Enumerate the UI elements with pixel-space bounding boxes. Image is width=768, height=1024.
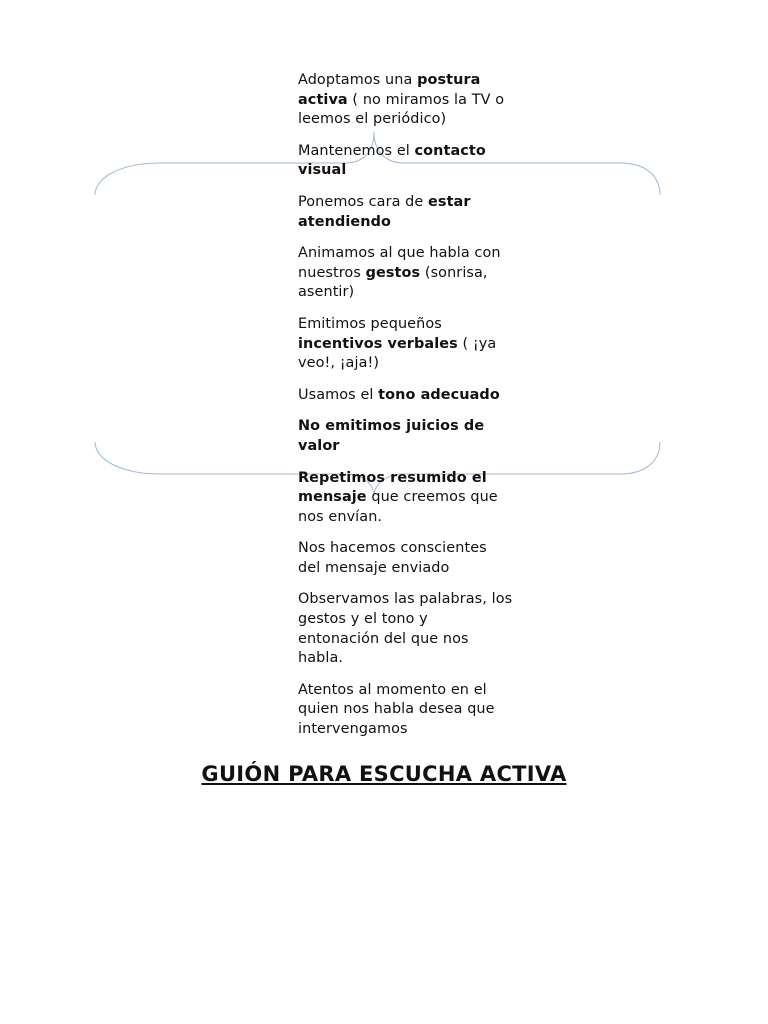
item-text: Usamos el [298, 386, 379, 403]
list-item [298, 244, 513, 303]
item-bold-text: gestos [365, 264, 421, 281]
item-text: que creemos que nos envían. [298, 489, 498, 525]
list-item [298, 71, 513, 130]
list-item [298, 417, 513, 456]
item-text: Emitimos pequeños [298, 315, 442, 332]
item-text: ( no miramos la TV o leemos el periódico) [298, 91, 505, 128]
item-bold-text: contacto visual [298, 142, 486, 179]
item-text: (sonrisa, asentir) [298, 264, 488, 301]
item-text: Mantenemos el [298, 142, 415, 159]
list-item [298, 469, 513, 528]
item-bold-text: tono adecuado [378, 386, 500, 403]
list-item [298, 590, 513, 668]
list-item [298, 142, 513, 181]
item-text: Atentos al momento en el quien nos habla desea que intervengamos [298, 681, 495, 738]
document-title: GUIÓN PARA ESCUCHA ACTIVA [201, 762, 567, 786]
listening-steps-list [298, 71, 513, 752]
item-bold-text: incentivos verbales [298, 335, 458, 352]
item-text: ( ¡ya veo!, ¡aja!) [298, 335, 497, 372]
item-text: Nos hacemos conscientes del mensaje enviado [298, 540, 487, 576]
item-text: Animamos al que habla con nuestros [298, 245, 501, 281]
item-text: Observamos las palabras, los gestos y el tono y entonación del que nos habla. [298, 591, 513, 667]
item-bold-text: estar atendiendo [298, 193, 471, 230]
item-bold-text: postura activa [298, 72, 481, 108]
item-bold-text: No emitimos juicios de valor [298, 418, 485, 454]
item-text: Adoptamos una [298, 72, 418, 88]
item-text: Ponemos cara de [298, 193, 429, 210]
list-item [298, 315, 513, 374]
list-item [298, 681, 513, 740]
list-item [298, 193, 513, 232]
item-bold-text: Repetimos resumido el mensaje [298, 469, 487, 506]
list-item [298, 539, 513, 578]
list-item [298, 386, 513, 406]
